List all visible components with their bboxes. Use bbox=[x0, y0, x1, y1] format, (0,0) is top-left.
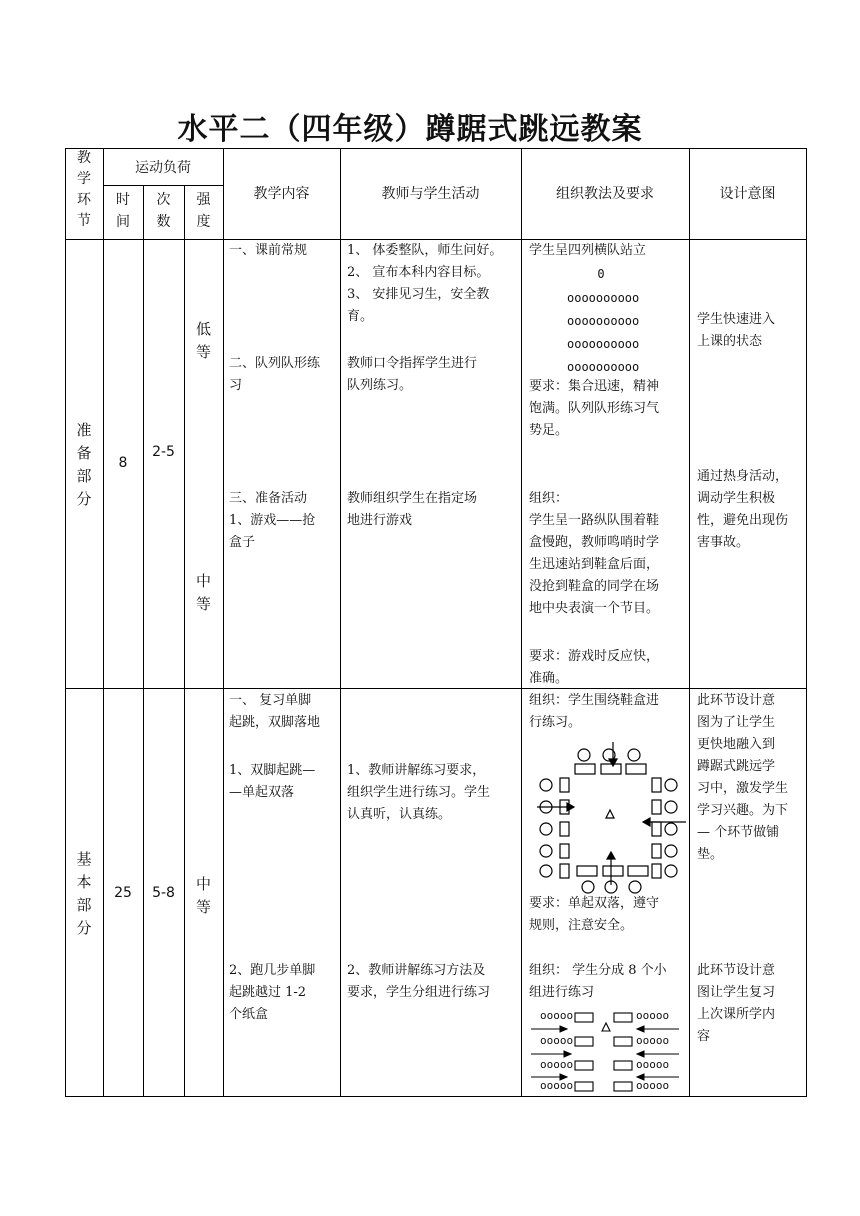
basic-section-label: 基 本 部 分 bbox=[76, 850, 92, 937]
prep-time: 8 bbox=[118, 455, 128, 471]
formation-row-4: oooooooooo bbox=[567, 360, 640, 374]
prep-activity-formation: 教师口令指挥学生进行 队列练习。 bbox=[347, 356, 478, 393]
header-activity: 教师与学生活动 bbox=[381, 186, 480, 202]
prep-content-formation: 二、队列队形练 习 bbox=[229, 356, 321, 393]
header-intent: 设计意图 bbox=[719, 186, 776, 202]
header-content: 教学内容 bbox=[253, 186, 310, 202]
header-load: 运动负荷 bbox=[135, 160, 191, 176]
header-intensity: 强 度 bbox=[196, 192, 211, 230]
prep-method-requirement: 要求：集合迅速，精神 饱满。队列队形练习气 势足。 bbox=[529, 379, 660, 438]
header-section: 教 学 环 节 bbox=[77, 150, 91, 229]
prep-activity-warmup: 教师组织学生在指定场 地进行游戏 bbox=[347, 491, 478, 528]
shoebox-circle-diagram bbox=[521, 740, 689, 895]
basic-time: 25 bbox=[114, 885, 132, 901]
prep-intent-2: 通过热身活动， 调动学生积极 性，避免出现伤 害事故。 bbox=[697, 469, 789, 550]
group-marker-1: ooooo bbox=[540, 1009, 574, 1022]
prep-method-lineup: 学生呈四列横队站立 bbox=[529, 243, 647, 258]
group-marker-4: ooooo bbox=[636, 1034, 670, 1047]
basic-content-review: 一、 复习单脚 起跳，双脚落地 bbox=[229, 693, 321, 730]
basic-method-groups: 组织： 学生分成 8 个小 组进行练习 bbox=[529, 963, 667, 1000]
prep-count: 2-5 bbox=[152, 444, 175, 460]
prep-method-game: 组织： 学生呈一路纵队围着鞋 盒慢跑，教师鸣哨时学 生迅速站到鞋盒后面， 没抢到鞋盒的同学在场 地中央表演一个节目。 bbox=[529, 491, 660, 616]
group-marker-5: ooooo bbox=[540, 1058, 574, 1071]
formation-row-1: oooooooooo bbox=[567, 291, 640, 305]
group-marker-3: ooooo bbox=[540, 1034, 574, 1047]
prep-section-label: 准 备 部 分 bbox=[76, 421, 92, 508]
header-count: 次 数 bbox=[156, 192, 171, 230]
group-drill-diagram bbox=[521, 1005, 689, 1095]
basic-count: 5-8 bbox=[152, 885, 175, 901]
prep-intensity-low: 低 等 bbox=[195, 320, 211, 361]
formation-row-3: oooooooooo bbox=[567, 337, 640, 351]
header-method: 组织教法及要求 bbox=[556, 186, 654, 202]
basic-activity-1: 1、教师讲解练习要求， 组织学生进行练习。学生 认真听，认真练。 bbox=[347, 763, 491, 822]
header-time: 时 间 bbox=[116, 192, 130, 230]
group-marker-8: ooooo bbox=[636, 1079, 670, 1092]
basic-content-drill1: 1、双脚起跳— —单起双落 bbox=[229, 763, 316, 800]
prep-method-game-requirement: 要求：游戏时反应快， 准确。 bbox=[529, 649, 660, 686]
basic-intent-2: 此环节设计意 图让学生复习 上次课所学内 容 bbox=[697, 963, 776, 1044]
group-marker-7: ooooo bbox=[540, 1079, 574, 1092]
formation-row-2: oooooooooo bbox=[567, 314, 640, 328]
basic-activity-2: 2、教师讲解练习方法及 要求，学生分组进行练习 bbox=[347, 963, 491, 1000]
prep-activity-routine: 1、 体委整队，师生问好。 2、 宣布本科内容目标。 3、 安排见习生，安全教 育。 bbox=[347, 243, 503, 324]
basic-content-drill2: 2、跑几步单脚 起跳越过 1-2 个纸盒 bbox=[229, 963, 316, 1022]
prep-content-routine: 一、课前常规 bbox=[229, 243, 308, 258]
basic-method-requirement: 要求：单起双落，遵守 规则，注意安全。 bbox=[529, 896, 660, 933]
basic-method-organize: 组织：学生围绕鞋盒进 行练习。 bbox=[529, 693, 660, 730]
prep-content-warmup: 三、准备活动 1、游戏——抢 盒子 bbox=[229, 491, 316, 550]
basic-intensity: 中 等 bbox=[195, 875, 211, 916]
group-marker-6: ooooo bbox=[636, 1058, 670, 1071]
prep-intensity-mid: 中 等 bbox=[195, 572, 211, 613]
page-title: 水平二（四年级）蹲踞式跳远教案 bbox=[177, 112, 643, 147]
basic-intent-1: 此环节设计意 图为了让学生 更快地融入到 蹲踞式跳远学 习中，激发学生 学习兴趣。为下 — 个环节做铺 垫。 bbox=[697, 693, 789, 862]
prep-intent-1: 学生快速进入 上课的状态 bbox=[697, 312, 776, 349]
teacher-marker: 0 bbox=[597, 267, 605, 281]
group-marker-2: ooooo bbox=[636, 1009, 670, 1022]
